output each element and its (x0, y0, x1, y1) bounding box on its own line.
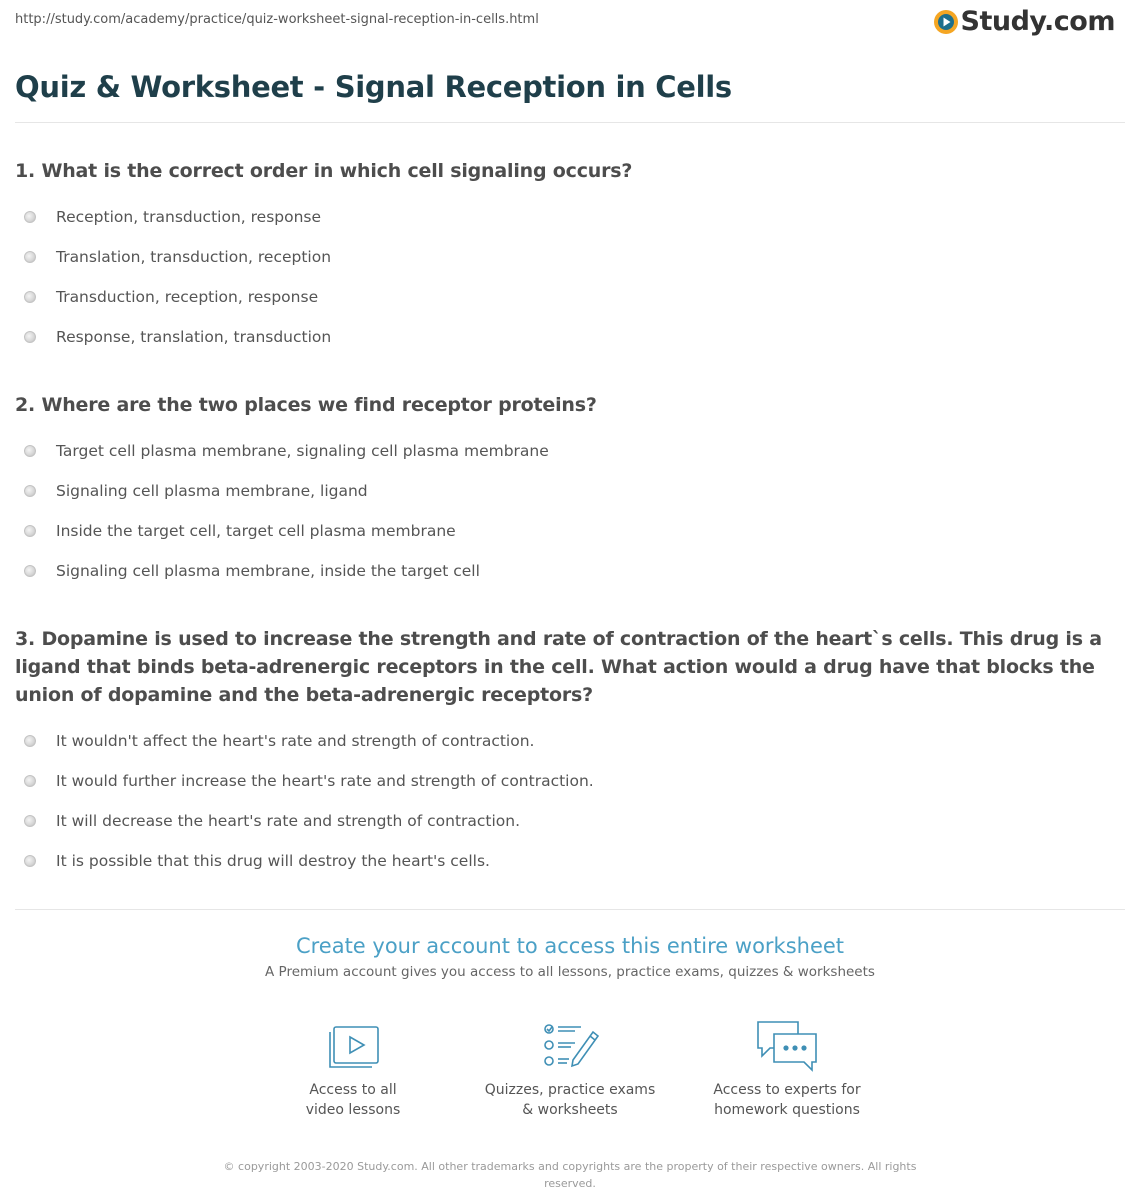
answer-label: Target cell plasma membrane, signaling cell plasma membrane (56, 442, 549, 460)
quiz-checklist-icon (537, 1018, 603, 1072)
study-logo-icon (933, 9, 959, 35)
feature-label: Quizzes, practice exams & worksheets (484, 1082, 656, 1118)
premium-features (15, 1018, 1125, 1120)
radio-button[interactable] (24, 855, 36, 867)
page-url: http://study.com/academy/practice/quiz-worksheet-signal-reception-in-cells.html (15, 12, 539, 27)
top-bar (15, 0, 1125, 52)
copyright-footer: © copyright 2003-2020 Study.com. All other trademarks and copyrights are the property of their respective owners. All rights reserved. (223, 1160, 917, 1190)
answer-list (15, 721, 1125, 881)
radio-button[interactable] (24, 815, 36, 827)
question-1 (15, 157, 1125, 357)
answer-label: Reception, transduction, response (56, 208, 322, 226)
answer-option[interactable] (15, 431, 1125, 471)
answer-label: Signaling cell plasma membrane, ligand (56, 482, 368, 500)
answer-option[interactable] (15, 721, 1125, 761)
page-title: Quiz & Worksheet - Signal Reception in Cells (15, 70, 732, 104)
study-logo-text: Study.com (960, 6, 1115, 37)
radio-button[interactable] (24, 485, 36, 497)
answer-option[interactable] (15, 551, 1125, 591)
answer-option[interactable] (15, 511, 1125, 551)
answer-label: It will decrease the heart's rate and strength of contraction. (56, 812, 521, 830)
question-text: 2. Where are the two places we find receptor proteins? (15, 394, 597, 416)
answer-option[interactable] (15, 237, 1125, 277)
question-text: 1. What is the correct order in which cell signaling occurs? (15, 160, 633, 182)
feature-quizzes (462, 1018, 679, 1120)
cta-subtitle: A Premium account gives you access to all lessons, practice exams, quizzes & worksheets (265, 964, 875, 980)
answer-label: Signaling cell plasma membrane, inside the target cell (56, 562, 480, 580)
cta-divider (15, 909, 1125, 910)
radio-button[interactable] (24, 565, 36, 577)
answer-option[interactable] (15, 471, 1125, 511)
answer-option[interactable] (15, 761, 1125, 801)
answer-option[interactable] (15, 197, 1125, 237)
feature-label: Access to all video lessons (305, 1082, 401, 1118)
study-logo[interactable] (933, 6, 1115, 37)
answer-label: It would further increase the heart's rate and strength of contraction. (56, 772, 594, 790)
video-lesson-icon (320, 1018, 386, 1072)
answer-option[interactable] (15, 317, 1125, 357)
radio-button[interactable] (24, 291, 36, 303)
feature-label: Access to experts for homework questions (713, 1082, 861, 1118)
answer-option[interactable] (15, 841, 1125, 881)
question-text: 3. Dopamine is used to increase the strength and rate of contraction of the heart`s cells. This drug is a ligand that binds beta-adrenergic receptors in the cell. What action would a drug have that blocks the union of dopamine and the beta-adrenergic receptors? (15, 628, 1102, 706)
signup-cta (15, 934, 1125, 980)
radio-button[interactable] (24, 251, 36, 263)
title-divider (15, 122, 1125, 123)
answer-label: It wouldn't affect the heart's rate and strength of contraction. (56, 732, 535, 750)
feature-video-lessons (245, 1018, 462, 1120)
radio-button[interactable] (24, 445, 36, 457)
answer-option[interactable] (15, 277, 1125, 317)
answer-label: Transduction, reception, response (56, 288, 319, 306)
feature-experts (679, 1018, 896, 1120)
answer-label: It is possible that this drug will destroy the heart's cells. (56, 852, 490, 870)
radio-button[interactable] (24, 331, 36, 343)
answer-list (15, 197, 1125, 357)
answer-label: Response, translation, transduction (56, 328, 332, 346)
cta-title-link[interactable]: Create your account to access this entire worksheet (295, 934, 845, 958)
answer-label: Translation, transduction, reception (56, 248, 332, 266)
chat-bubbles-icon (754, 1018, 820, 1072)
radio-button[interactable] (24, 735, 36, 747)
question-3 (15, 625, 1125, 881)
answer-label: Inside the target cell, target cell plasma membrane (56, 522, 456, 540)
question-2 (15, 391, 1125, 591)
questions-list (15, 157, 1125, 881)
radio-button[interactable] (24, 525, 36, 537)
answer-list (15, 431, 1125, 591)
answer-option[interactable] (15, 801, 1125, 841)
radio-button[interactable] (24, 211, 36, 223)
radio-button[interactable] (24, 775, 36, 787)
